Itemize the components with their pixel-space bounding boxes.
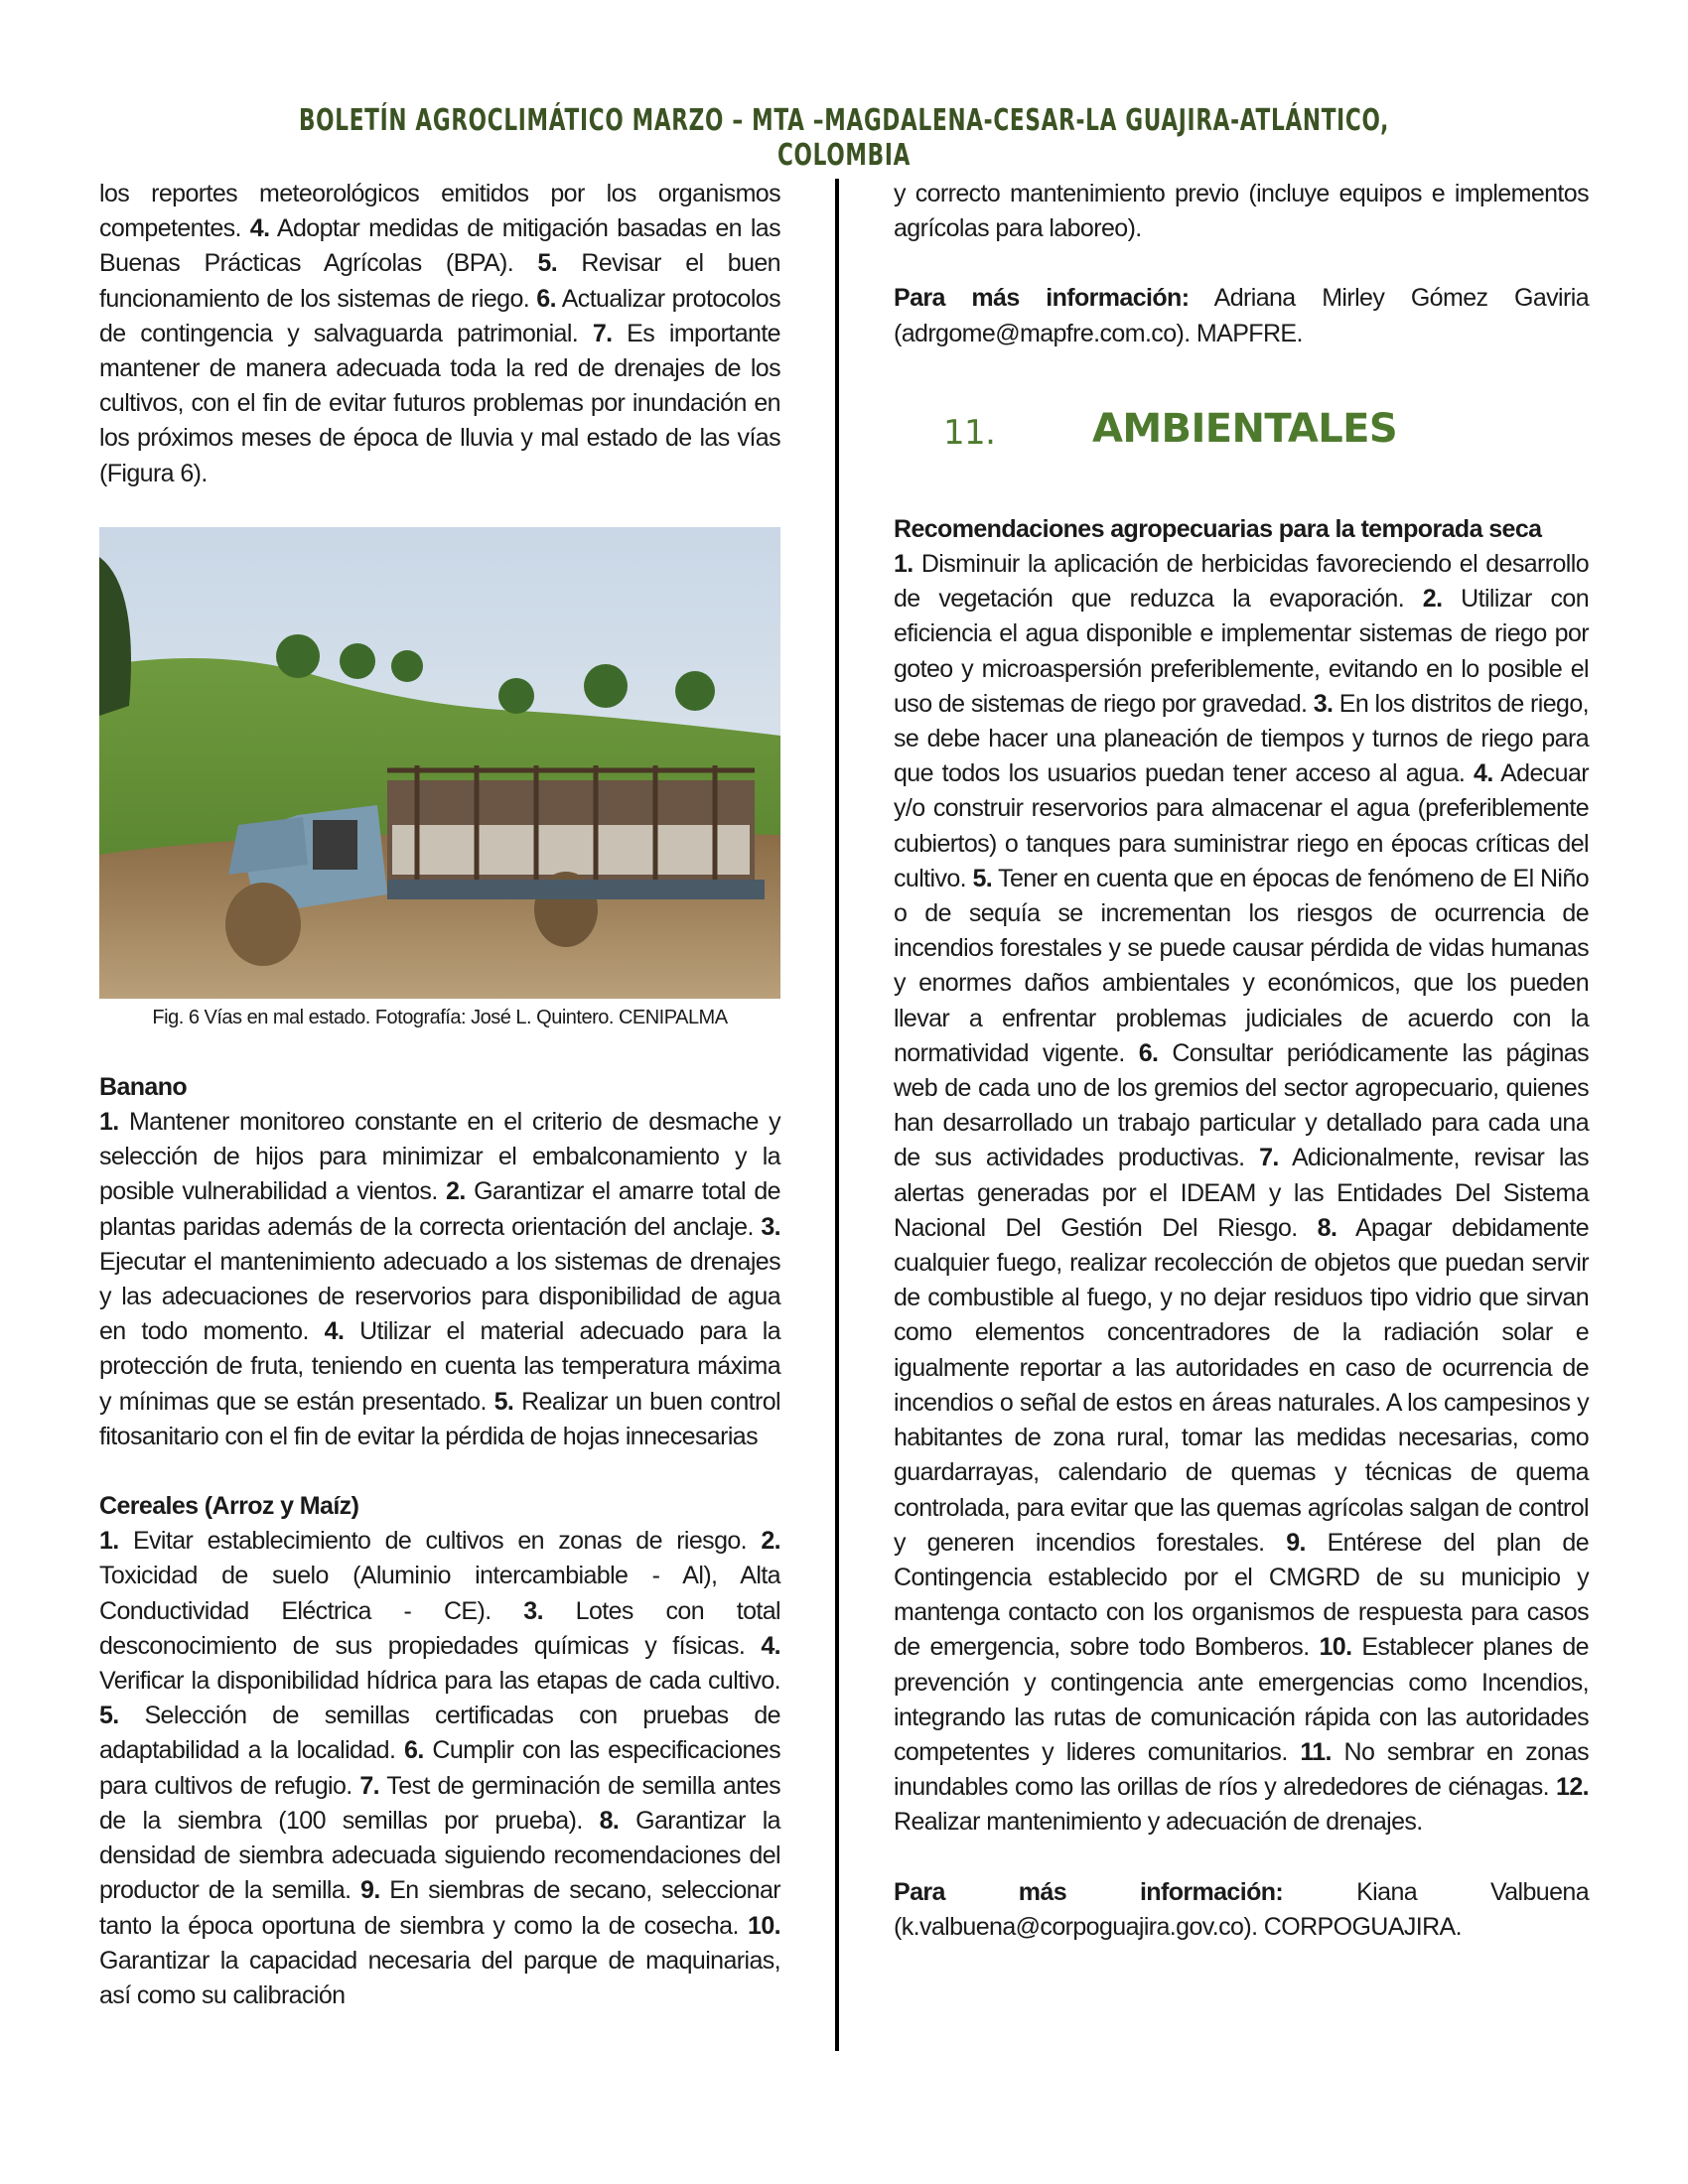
- item-number: 7.: [592, 319, 613, 347]
- item-number: 8.: [599, 1806, 620, 1835]
- cereales-heading: Cereales (Arroz y Maíz): [99, 1492, 359, 1521]
- item-number: Para más información:: [894, 1877, 1284, 1906]
- figure-caption: Fig. 6 Vías en mal estado. Fotografía: José L. Quintero. CENIPALMA: [152, 1006, 728, 1028]
- item-number: Para más información:: [894, 284, 1190, 313]
- item-number: 8.: [1317, 1213, 1337, 1242]
- item-number: 2.: [446, 1177, 466, 1206]
- item-number: 3.: [523, 1596, 543, 1625]
- right-column: [894, 177, 1589, 1945]
- left-column: [99, 177, 780, 2013]
- figure-6: [99, 527, 780, 1032]
- item-number: 6.: [536, 284, 556, 313]
- item-number: 2.: [1422, 585, 1443, 614]
- item-number: 4.: [324, 1317, 345, 1346]
- item-number: 5.: [99, 1702, 119, 1730]
- item-number: 4.: [761, 1631, 780, 1660]
- item-number: 3.: [761, 1212, 780, 1241]
- item-number: 5.: [493, 1387, 514, 1416]
- item-number: 10.: [1319, 1633, 1352, 1662]
- column-divider: [835, 179, 839, 2051]
- continuation-paragraph: y correcto mantenimiento previo (incluye equipos e implementos agrícolas para laboreo).: [894, 180, 1589, 243]
- contact-corpoguajira: Para más información: Kiana Valbuena (k.valbuena@corpoguajira.gov.co). CORPOGUAJIRA.: [894, 1877, 1589, 1941]
- item-number: 4.: [249, 214, 270, 243]
- item-number: 1.: [99, 1108, 119, 1137]
- item-number: 7.: [359, 1771, 380, 1800]
- banano-paragraph: 1. Mantener monitoreo constante en el criterio de desmache y selección de hijos para minimizar el embalconamiento y la posible vulnerabilidad a vientos. 2. Garantizar el amarre total de plantas paridas además de la correcta orientación del anclaje. 3. Ejecutar el mantenimiento adecuado a los sistemas de drenajes y las adecuaciones de reservorios para disponibilidad de agua en todo momento. 4. Utilizar el material adecuado para la protección de fruta, teniendo en cuenta las temperatura máxima y mínimas que se están presentado. 5. Realizar un buen control fitosanitario con el fin de evitar la pérdida de hojas innecesarias: [99, 1108, 780, 1450]
- item-number: 5.: [537, 249, 558, 278]
- bulletin-title: BOLETÍN AGROCLIMÁTICO MARZO – MTA –MAGDALENA-CESAR-LA GUAJIRA-ATLÁNTICO, COLOMBIA: [298, 103, 1390, 173]
- page-header: [236, 103, 1452, 173]
- item-number: 9.: [1286, 1528, 1306, 1557]
- cereales-paragraph: 1. Evitar establecimiento de cultivos en zonas de riesgo. 2. Toxicidad de suelo (Aluminio intercambiable - Al), Alta Conductividad Eléctrica - CE). 3. Lotes con total desconocimiento de sus propiedades químicas y físicas. 4. Verificar la disponibilidad hídrica para las etapas de cada cultivo. 5. Selección de semillas certificadas con pruebas de adaptabilidad a la localidad. 6. Cumplir con las especificaciones para cultivos de refugio. 7. Test de germinación de semilla antes de la siembra (100 semillas por prueba). 8. Garantizar la densidad de siembra adecuada siguiendo recomendaciones del productor de la semilla. 9. En siembras de secano, seleccionar tanto la época oportuna de siembra y como la de cosecha. 10. Garantizar la capacidad necesaria del parque de maquinarias, así como su calibración: [99, 1527, 781, 2009]
- recomendaciones-paragraph: 1. Disminuir la aplicación de herbicidas favoreciendo el desarrollo de vegetación que reduzca la evaporación. 2. Utilizar con eficiencia el agua disponible e implementar sistemas de riego por goteo y microaspersión preferiblemente, evitando en lo posible el uso de sistemas de riego por gravedad. 3. En los distritos de riego, se debe hacer una planeación de tiempos y turnos de riego para que todos los usuarios puedan tener acceso al agua. 4. Adecuar y/o construir reservorios para almacenar el agua (preferiblemente cubiertos) o tanques para suministrar riego en épocas críticas del cultivo. 5. Tener en cuenta que en épocas de fenómeno de El Niño o de sequía se incrementan los riesgos de ocurrencia de incendios forestales y se puede causar pérdida de vidas humanas y enormes daños ambientales y económicos, que los pueden llevar a enfrentar problemas judiciales de acuerdo con la normatividad vigente. 6. Consultar periódicamente las páginas web de cada uno de los gremios del sector agropecuario, quienes han desarrollado un trabajo particular y detallado para cada una de sus actividades productivas. 7. Adicionalmente, revisar las alertas generadas por el IDEAM y las Entidades Del Sistema Nacional Del Gestión Del Riesgo. 8. Apagar debidamente cualquier fuego, realizar recolección de objetos que puedan servir de combustible al fuego, y no dejar residuos tipo vidrio que sirvan como elementos concentradores de la radiación solar e igualmente reportar a las autoridades en caso de ocurrencia de incendios o señal de estos en áreas naturales. A los campesinos y habitantes de zona rural, tomar las medidas necesarias, como guardarrayas, calendario de quemas y técnicas de quema controlada, para evitar que las quemas agrícolas salgan de control y generen incendios forestales. 9. Entérese del plan de Contingencia establecido por el CMGRD de su municipio y mantenga contacto con los organismos de respuesta para casos de emergencia, sobre todo Bomberos. 10. Establecer planes de prevención y contingencia ante emergencias como Incendios, integrando las rutas de comunicación rápida con las autoridades competentes y lideres comunitarios. 11. No sembrar en zonas inundables como las orillas de ríos y alrededores de ciénagas. 12. Realizar mantenimiento y adecuación de drenajes.: [894, 550, 1590, 1837]
- item-number: 9.: [360, 1876, 380, 1905]
- item-number: 6.: [1138, 1038, 1159, 1067]
- banano-heading: Banano: [99, 1072, 188, 1101]
- item-number: 11.: [1300, 1737, 1332, 1766]
- item-number: 12.: [1556, 1773, 1589, 1802]
- item-number: 5.: [972, 864, 993, 892]
- item-number: 4.: [1474, 759, 1493, 788]
- item-number: 2.: [761, 1527, 780, 1556]
- section-title: AMBIENTALES: [1092, 405, 1398, 452]
- contact-mapfre: Para más información: Adriana Mirley Gómez Gaviria (adrgome@mapfre.com.co). MAPFRE.: [894, 284, 1589, 347]
- item-number: 7.: [1259, 1144, 1279, 1172]
- item-number: 1.: [894, 550, 914, 579]
- truck-in-mud-photo: [99, 527, 780, 999]
- item-number: 3.: [1313, 689, 1334, 718]
- intro-paragraph: los reportes meteorológicos emitidos por los organismos competentes. 4. Adoptar medidas de mitigación basadas en las Buenas Prácticas Agrícolas (BPA). 5. Revisar el buen funcionamiento de los sistemas de riego. 6. Actualizar protocolos de contingencia y salvaguarda patrimonial. 7. Es importante mantener de manera adecuada toda la red de drenajes de los cultivos, con el fin de evitar futuros problemas por inundación en los próximos meses de época de lluvia y mal estado de las vías (Figura 6).: [99, 180, 780, 487]
- item-number: 1.: [99, 1527, 119, 1556]
- photo-illustration: [99, 527, 780, 999]
- recomendaciones-heading: Recomendaciones agropecuarias para la temporada seca: [894, 514, 1542, 543]
- item-number: 6.: [404, 1736, 424, 1765]
- section-heading-ambientales: [943, 405, 1589, 457]
- item-number: 10.: [748, 1911, 780, 1940]
- section-number: 11.: [943, 412, 996, 453]
